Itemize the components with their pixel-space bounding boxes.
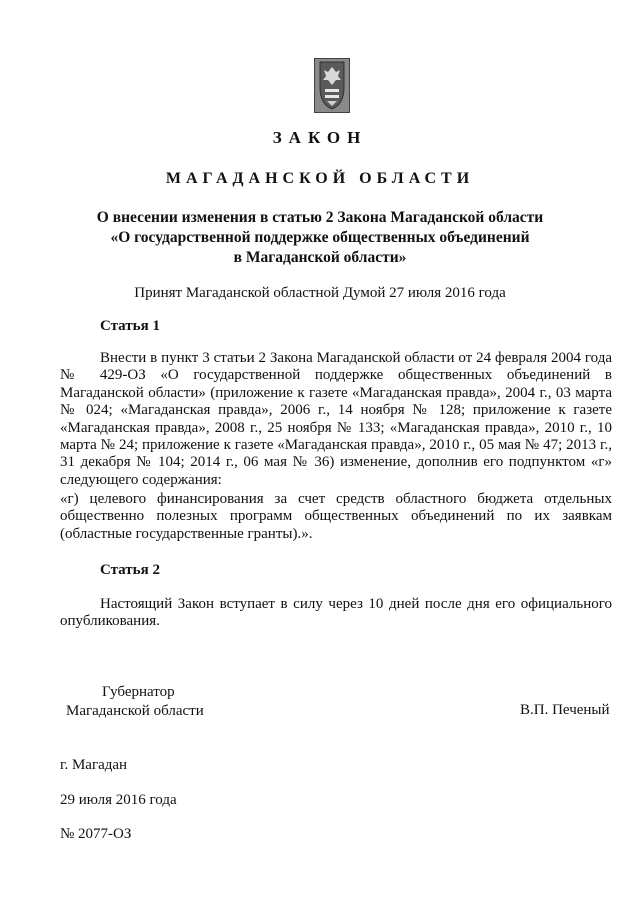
signatory-position [66, 683, 204, 721]
article-2-heading: Статья 2 [100, 562, 160, 578]
article-2-body: Настоящий Закон вступает в силу через 10 дней после дня его официального опубликования. [60, 596, 612, 630]
adoption-note: Принят Магаданской областной Думой 27 июля 2016 года [134, 285, 506, 301]
signing-city: г. Магадан [60, 757, 128, 773]
article-1-body: Внести в пункт 3 статьи 2 Закона Магаданской области от 24 февраля 2004 года № 429-ОЗ «О государственной поддержке общественных объединений в Магаданской области» (приложение к газете «Магаданская правда», 2004 г., 03 марта № 024; «Магаданская правда», 2006 г., 14 ноября № 128; приложение к газете «Магаданская правда», 2008 г., 25 ноября № 133; «Магаданская правда», 2010 г., 10 марта № 24; приложение к газете «Магаданская правда», 2010 г., 05 мая № 47; 2013 г., 31 декабря № 104; 2014 г., 06 мая № 36) изменение, дополнив его подпунктом «г» следующего содержания: [60, 350, 612, 488]
position-line: Магаданской области [66, 703, 204, 719]
signatory-name: В.П. Печеный [520, 702, 610, 718]
law-number: № 2077-ОЗ [60, 826, 132, 842]
coat-of-arms-icon [314, 58, 350, 113]
article-1-heading: Статья 1 [100, 318, 160, 334]
document-region: МАГАДАНСКОЙ ОБЛАСТИ [165, 170, 475, 187]
article-1-subitem-body: «г) целевого финансирования за счет средств областного бюджета отдельных общественно полезных программ общественных объединений по их заявкам (областные государственные гранты).». [60, 491, 612, 542]
subject-line: О внесении изменения в статью 2 Закона Магаданской области [96, 209, 544, 226]
law-subject [40, 208, 600, 268]
position-line: Губернатор [102, 684, 175, 700]
document-title: ЗАКОН [272, 128, 368, 147]
article-1-text [60, 350, 612, 489]
article-2-text [60, 596, 612, 631]
article-1-subitem [60, 491, 612, 543]
subject-line: в Магаданской области» [233, 249, 407, 266]
signing-date: 29 июля 2016 года [60, 792, 177, 808]
subject-line: «О государственной поддержке общественных объединений [110, 229, 530, 246]
